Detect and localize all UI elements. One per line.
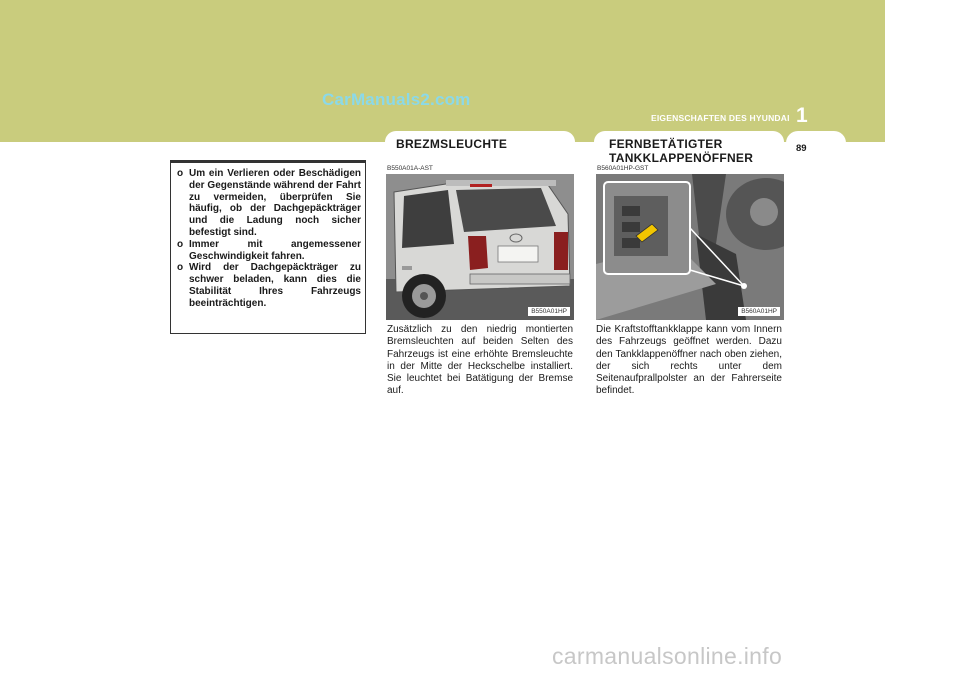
vehicle-rear-illustration — [386, 174, 574, 320]
section-title-line-2: TANKKLAPPENÖFFNER — [609, 151, 754, 165]
image-caption: B560A01HP — [738, 307, 780, 316]
warning-item — [177, 239, 361, 263]
warning-box — [170, 160, 366, 334]
warning-item — [177, 262, 361, 309]
section-title-brake-light: BREZMSLEUCHTE — [396, 137, 508, 151]
section-title-line-1: FERNBETÄTIGTER — [609, 137, 723, 151]
bullet: o — [177, 262, 184, 274]
chapter-title: EIGENSCHAFTEN DES HYUNDAI — [651, 113, 790, 123]
warning-item — [177, 168, 361, 239]
section-code-fuel-door: B560A01HP-GST — [597, 165, 649, 172]
warning-text: Immer mit angemessener Geschwindigkeit fahren. — [189, 238, 361, 262]
section-body-fuel-door: Die Kraftstofftankklappe kann vom Innern des Fahrzeugs geöffnet werden. Dazu den Tankklappenöffner nach oben ziehen, der sich rechts unter dem Seitenaufprallpolster an der Fahrerseite befindet. — [596, 324, 782, 397]
section-body-brake-light: Zusätzlich zu den niedrig montierten Bremsleuchten auf beiden Selten des Fahrzeugs ist eine erhöhte Bremsleuchte in der Mitte der Heckschelbe installiert. Sie leuchtet bei Batätigung der Bremse auf. — [387, 324, 573, 397]
fuel-door-opener-photo — [596, 174, 784, 320]
footer-watermark-link[interactable]: carmanualsonline.info — [552, 643, 783, 669]
bullet: o — [177, 168, 184, 179]
section-code-brake-light: B550A01A-AST — [387, 165, 433, 172]
page-number: 89 — [796, 143, 807, 154]
header-band-gap — [885, 0, 960, 142]
warning-text: Um ein Verlieren oder Beschädigen der Gegenstände während der Fahrt zu vermeiden, überprüfen Sie häufig, ob der Dachgepäckträger und die Ladung noch sicher befestigt sind. — [189, 168, 361, 238]
section-title-fuel-door — [609, 137, 753, 165]
fuel-door-opener-illustration — [596, 174, 784, 320]
chapter-number: 1 — [796, 104, 808, 127]
warning-text: Wird der Dachgepäckträger zu schwer beladen, kann dies die Stabilität Ihres Fahrzeugs beeinträchtigen. — [189, 262, 361, 309]
vehicle-rear-photo — [386, 174, 574, 320]
watermark-link[interactable]: CarManuals2.com — [322, 90, 471, 109]
image-caption: B550A01HP — [528, 307, 570, 316]
page-number-tab — [786, 131, 846, 153]
bullet: o — [177, 238, 184, 250]
